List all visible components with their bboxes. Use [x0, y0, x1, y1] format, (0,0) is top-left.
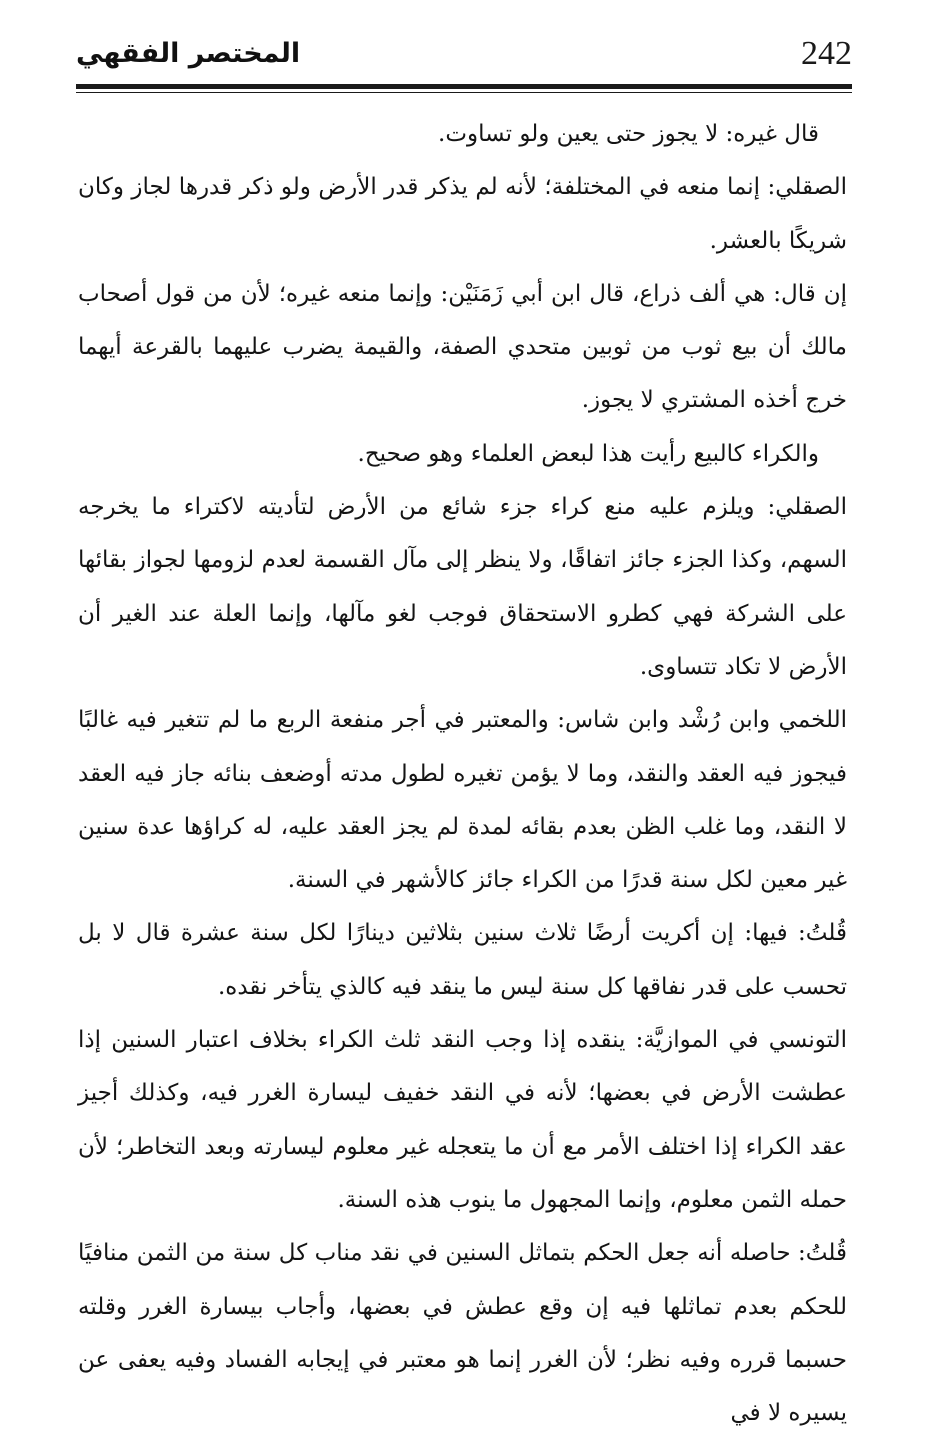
paragraph: قُلتُ: فيها: إن أكريت أرضًا ثلاث سنين بثلاثين دينارًا لكل سنة عشرة قال لا بل تحسب على قدر نفاقها كل سنة ليس ما ينقد فيه كالذي يتأخر نقده.: [78, 920, 847, 1000]
paragraph: والكراء كالبيع رأيت هذا لبعض العلماء وهو صحيح.: [357, 440, 819, 467]
paragraph: اللخمي وابن رُشْد وابن شاس: والمعتبر في أجر منفعة الربع ما لم تتغير فيه غالبًا فيجوز فيه العقد والنقد، وما لا يؤمن تغيره لطول مدته أوضعف بنائه جاز فيه العقد لا النقد، وما غلب الظن بعدم بقائه لمدة لم يجز العقد عليه، له كراؤها عدة سنين غير معين لكل سنة قدرًا من الكراء جائز كالأشهر في السنة.: [78, 707, 847, 894]
paragraph: الصقلي: ويلزم عليه منع كراء جزء شائع من الأرض لتأديته لاكتراء ما يخرجه السهم، وكذا الجزء جائز اتفاقًا، ولا ينظر إلى مآل القسمة لعدم لزومها لجواز بقائها على الشركة فهي كطرو الاستحقاق فوجب لغو مآلها، وإنما العلة عند الغير أن الأرض لا تكاد تتساوى.: [78, 494, 847, 680]
paragraph: قُلتُ: حاصله أنه جعل الحكم بتماثل السنين في نقد مناب كل سنة من الثمن منافيًا للحكم بعدم تماثلها فيه إن وقع عطش في بعضها، وأجاب بيسارة الغرر وقلته حسبما قرره وفيه نظر؛ لأن الغرر إنما هو معتبر في إيجابه الفساد وفيه يعفى عن يسيره لا في: [78, 1240, 847, 1427]
running-title: المختصر الفقهي: [76, 38, 301, 69]
paragraph: إن قال: هي ألف ذراع، قال ابن أبي زَمَنَيْن: وإنما منعه غيره؛ لأن من قول أصحاب مالك أن بيع ثوب من ثوبين متحدي الصفة، والقيمة يضرب عليهما بالقرعة أيهما خرج أخذه المشتري لا يجوز.: [78, 280, 847, 414]
paragraph: قال غيره: لا يجوز حتى يعين ولو تساوت.: [438, 121, 819, 147]
page-number: 242: [801, 35, 852, 72]
header-rule-thick: [76, 84, 852, 89]
body-text: [78, 108, 847, 1440]
paragraph: الصقلي: إنما منعه في المختلفة؛ لأنه لم يذكر قدر الأرض ولو ذكر قدرها لجاز وكان شريكًا بالعشر.: [78, 174, 847, 254]
header-rule-thin: [76, 92, 852, 93]
paragraph: التونسي في الموازيَّة: ينقده إذا وجب النقد ثلث الكراء بخلاف اعتبار السنين إذا عطشت الأرض في بعضها؛ لأنه في النقد خفيف ليسارة الغرر فيه، وكذلك أجيز عقد الكراء إذا اختلف الأمر مع أن ما يتعجله غير معلوم ليسارته وبعد التخاطر؛ لأن حمله الثمن معلوم، وإنما المجهول ما ينوب هذه السنة.: [78, 1027, 847, 1213]
page-header: [76, 30, 852, 82]
